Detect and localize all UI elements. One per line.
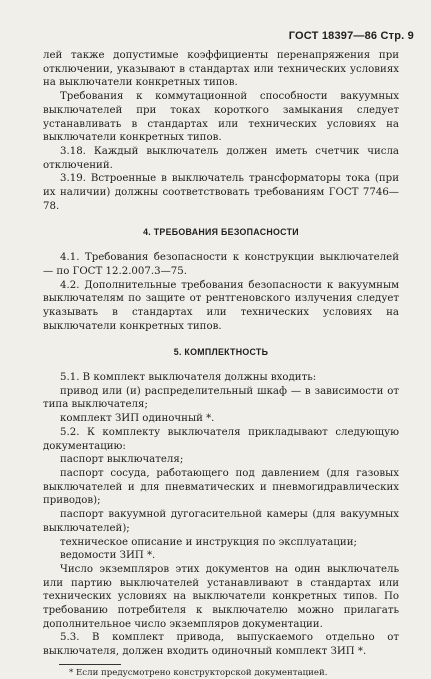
paragraph-drive: привод или (и) распределительный шкаф — в зависимости от типа выключателя; (43, 385, 399, 411)
paragraph-5-1: 5.1. В комплект выключателя должны входить: (60, 372, 317, 384)
paragraph-copies: Число экземпляров этих документов на один выключатель или партию выключателей устанавливают в стандартах или технических условиях на выключатели конкретных типов. По требованию потребителя к выключателю можно прилагать дополнительное число экземпляров документации. (43, 563, 399, 630)
footnote-divider (59, 664, 121, 665)
paragraph-zip-list: ведомости ЗИП *. (60, 550, 156, 562)
page-header: ГОСТ 18397—86 Стр. 9 (288, 30, 414, 42)
paragraph-3-18: 3.18. Каждый выключатель должен иметь счетчик числа отключений. (43, 145, 399, 171)
paragraph-p1: лей также допустимые коэффициенты перенапряжения при отключении, указывают в стандартах или технических условиях на выключатели конкретных типов. (43, 50, 399, 89)
paragraph-zip-kit: комплект ЗИП одиночный *. (60, 413, 215, 425)
document-body (43, 49, 399, 679)
paragraph-5-2: 5.2. К комплекту выключателя прикладывают следующую документацию: (43, 426, 399, 452)
paragraph-3-19: 3.19. Встроенные в выключатель трансформаторы тока (при их наличии) должны соответствовать требованиям ГОСТ 7746—78. (43, 173, 399, 212)
paragraph-vessel-passport: паспорт сосуда, работающего под давлением (для газовых выключателей и для пневматических и пневмогидравлических приводов); (43, 467, 399, 507)
footnote: * Если предусмотрено конструкторской документацией. (69, 667, 328, 678)
paragraph-manual: техническое описание и инструкция по эксплуатации; (60, 536, 357, 548)
section-heading-completeness: 5. КОМПЛЕКТНОСТЬ (173, 347, 269, 358)
paragraph-passport: паспорт выключателя; (60, 454, 184, 466)
section-heading-safety: 4. ТРЕБОВАНИЯ БЕЗОПАСНОСТИ (143, 227, 299, 238)
paragraph-p2: Требования к коммутационной способности вакуумных выключателей при токах короткого замыкания следует устанавливать в стандартах или технических условиях на выключатели конкретных типов. (43, 91, 399, 144)
paragraph-chamber-passport: паспорт вакуумной дугогасительной камеры (для вакуумных выключателей); (43, 509, 399, 534)
paragraph-5-3: 5.3. В комплект привода, выпускаемого отдельно от выключателя, должен входить одиночный комплект ЗИП *. (43, 632, 399, 658)
paragraph-4-2: 4.2. Дополнительные требования безопасности к вакуумным выключателям по защите от рентгеновского излучения следует указывать в стандартах или технических условиях на выключатели конкретных типов. (43, 279, 399, 332)
paragraph-4-1: 4.1. Требования безопасности к конструкции выключателей — по ГОСТ 12.2.007.3—75. (43, 252, 399, 277)
